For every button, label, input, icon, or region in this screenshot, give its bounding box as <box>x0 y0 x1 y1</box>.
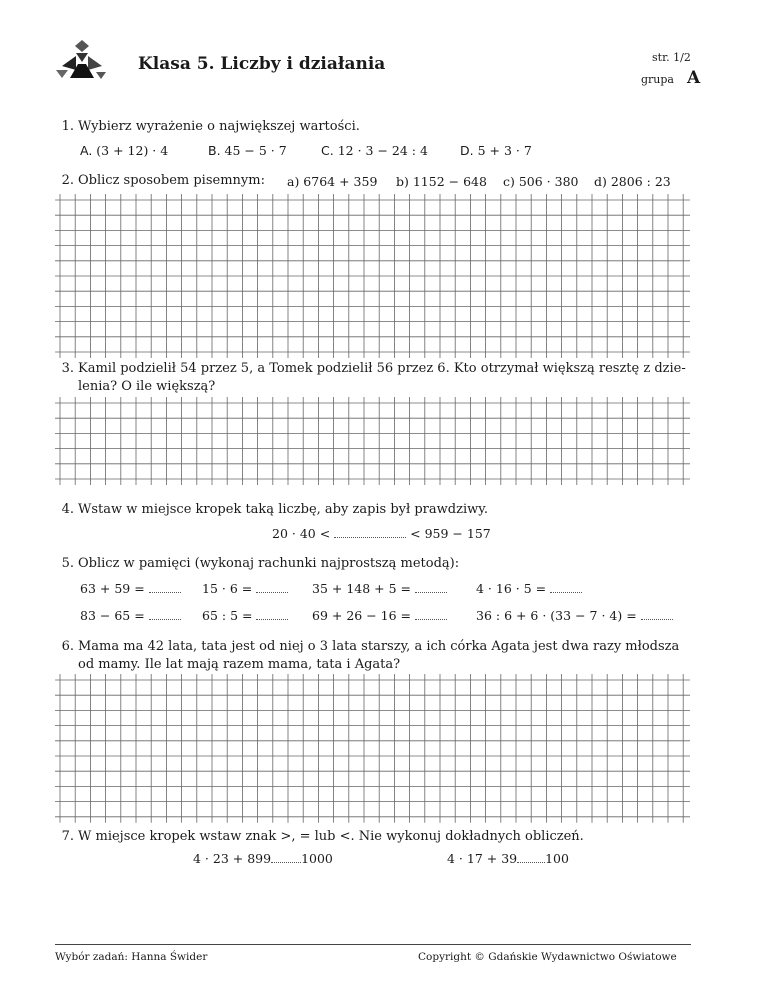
question-text: Oblicz w pamięci (wykonaj rachunki najprostszą metodą): <box>78 556 460 571</box>
question-text: Wybierz wyrażenie o największej wartości. <box>78 119 360 134</box>
question-text-line2: od mamy. Ile lat mają razem mama, tata i Agata? <box>78 657 401 672</box>
q2-part-c: c) 506 · 380 <box>503 174 579 189</box>
expression: 15 · 6 = <box>202 581 253 596</box>
question-number: 7. <box>61 829 74 844</box>
expression: 83 − 65 = <box>80 608 145 623</box>
q2-part-b: b) 1152 − 648 <box>396 174 487 189</box>
q7-comparison-b <box>447 851 569 866</box>
footer-copyright: Copyright © Gdańskie Wydawnictwo Oświatowe <box>418 951 677 963</box>
question-text: W miejsce kropek wstaw znak >, = lub <. Nie wykonuj dokładnych obliczeń. <box>78 829 584 844</box>
question-number: 1. <box>61 119 74 134</box>
question-text: Oblicz sposobem pisemnym: <box>78 173 265 188</box>
option-expression: (3 + 12) · 4 <box>96 143 169 158</box>
expression-right: 1000 <box>301 851 333 866</box>
option-letter: D. <box>460 143 474 158</box>
footer-author: Wybór zadań: Hanna Świder <box>55 951 208 963</box>
blank-field[interactable] <box>517 852 545 863</box>
expression: 65 : 5 = <box>202 608 253 623</box>
option-letter: B. <box>208 143 221 158</box>
option-expression: 45 − 5 · 7 <box>224 143 287 158</box>
inequality-right: < 959 − 157 <box>410 526 491 541</box>
expression: 36 : 6 + 6 · (33 − 7 · 4) = <box>476 608 637 623</box>
expression-left: 4 · 17 + 39 <box>447 851 518 866</box>
option-expression: 12 · 3 − 24 : 4 <box>337 143 428 158</box>
question-text-line1: Mama ma 42 lata, tata jest od niej o 3 lata starszy, a ich córka Agata jest dwa razy młodsza <box>78 639 680 654</box>
expression: 4 · 16 · 5 = <box>476 581 547 596</box>
group-label: grupa <box>641 73 674 86</box>
page-title: Klasa 5. Liczby i działania <box>138 54 386 74</box>
question-text-line1: Kamil podzielił 54 przez 5, a Tomek podzielił 56 przez 6. Kto otrzymał większą resztę z dzie- <box>78 361 686 376</box>
blank-field[interactable] <box>271 852 301 863</box>
question-number: 6. <box>61 639 74 654</box>
question-number: 2. <box>61 173 74 188</box>
expression: 63 + 59 = <box>80 581 145 596</box>
question-number: 4. <box>61 502 74 517</box>
option-expression: 5 + 3 · 7 <box>477 143 532 158</box>
expression-right: 100 <box>545 851 569 866</box>
question-text-line2: lenia? O ile większą? <box>78 379 216 394</box>
q2-part-a: a) 6764 + 359 <box>287 174 378 189</box>
option-letter: A. <box>80 143 93 158</box>
question-number: 5. <box>61 556 74 571</box>
question-text: Wstaw w miejsce kropek taką liczbę, aby zapis był prawdziwy. <box>78 502 488 517</box>
group-letter: A <box>687 68 701 88</box>
q7-comparison-a <box>193 851 333 866</box>
question-number: 3. <box>61 361 74 376</box>
expression: 69 + 26 − 16 = <box>312 608 412 623</box>
expression: 35 + 148 + 5 = <box>312 581 412 596</box>
option-letter: C. <box>321 143 334 158</box>
footer-divider <box>55 944 691 945</box>
expression-left: 4 · 23 + 899 <box>193 851 272 866</box>
q2-part-d: d) 2806 : 23 <box>594 174 671 189</box>
page-number: str. 1/2 <box>652 51 691 64</box>
inequality-left: 20 · 40 < <box>272 526 331 541</box>
question-7 <box>56 828 696 846</box>
